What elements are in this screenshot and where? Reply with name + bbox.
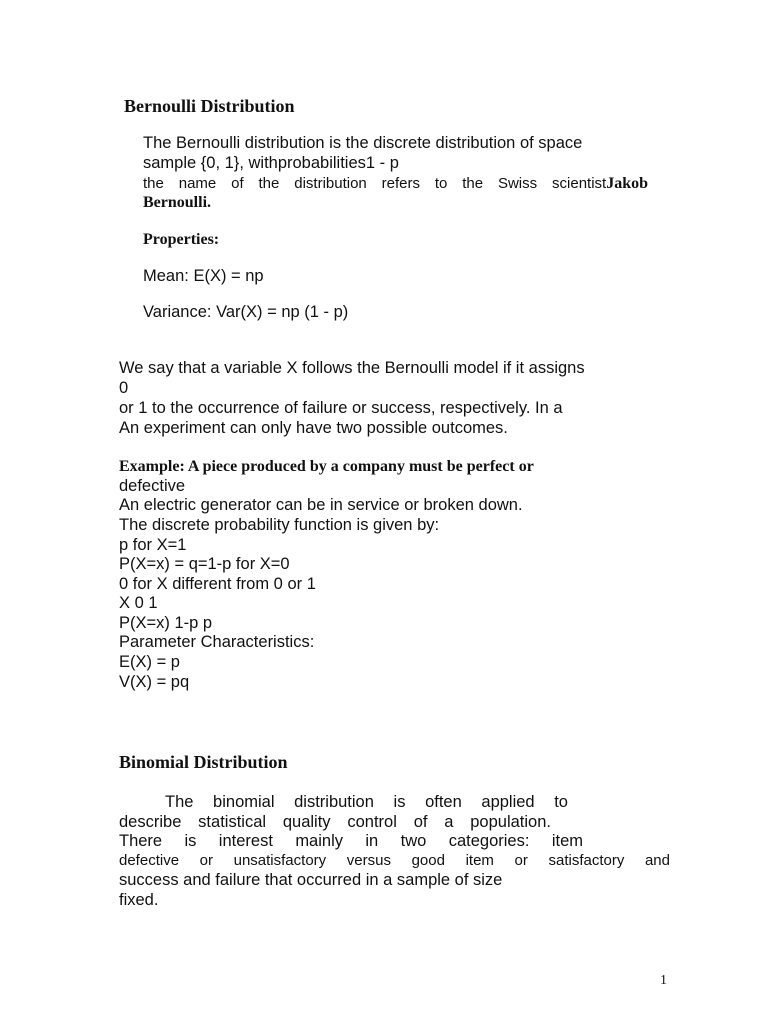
page-number: 1 <box>660 973 667 988</box>
example-heading: Example: A piece produced by a company must be perfect or <box>119 458 534 475</box>
example-line-11: E(X) = p <box>119 653 180 671</box>
model-line-1: We say that a variable X follows the Bernoulli model if it assigns <box>119 359 585 377</box>
binomial-line-3: There is interest mainly in two categories: item <box>119 832 583 850</box>
example-line-6: P(X=x) = q=1-p for X=0 <box>119 555 290 573</box>
model-line-3: or 1 to the occurrence of failure or success, respectively. In a <box>119 399 563 417</box>
binomial-line-6: fixed. <box>119 891 159 909</box>
example-line-8: X 0 1 <box>119 594 158 612</box>
properties-label: Properties: <box>143 231 220 248</box>
binomial-line-2: describe statistical quality control of a population. <box>119 813 551 831</box>
model-line-4: An experiment can only have two possible outcomes. <box>119 419 508 437</box>
intro-line-3-bold: Jakob <box>606 175 648 192</box>
section-heading-binomial: Binomial Distribution <box>119 752 288 772</box>
intro-line-2: sample {0, 1}, withprobabilities1 - p <box>143 154 399 172</box>
binomial-line-4: defective or unsatisfactory versus good item or satisfactory and <box>119 852 670 869</box>
variance-formula: Variance: Var(X) = np (1 - p) <box>143 303 349 321</box>
section-heading-bernoulli: Bernoulli Distribution <box>124 96 295 116</box>
intro-line-3 <box>143 175 648 193</box>
example-line-12: V(X) = pq <box>119 673 190 691</box>
binomial-line-1: The binomial distribution is often applied to <box>165 793 568 811</box>
example-line-7: 0 for X different from 0 or 1 <box>119 575 316 593</box>
binomial-line-5: success and failure that occurred in a sample of size <box>119 871 503 889</box>
example-line-3: An electric generator can be in service or broken down. <box>119 496 523 514</box>
example-line-5: p for X=1 <box>119 536 187 554</box>
intro-line-1: The Bernoulli distribution is the discrete distribution of space <box>143 134 583 152</box>
example-line-4: The discrete probability function is given by: <box>119 516 440 534</box>
example-line-9: P(X=x) 1-p p <box>119 614 213 632</box>
example-line-2: defective <box>119 477 186 495</box>
example-line-10: Parameter Characteristics: <box>119 633 315 651</box>
intro-line-3-text: the name of the distribution refers to the Swiss scientist <box>143 175 607 192</box>
mean-formula: Mean: E(X) = np <box>143 267 264 285</box>
model-line-2: 0 <box>119 379 129 397</box>
intro-line-4: Bernoulli. <box>143 194 212 211</box>
